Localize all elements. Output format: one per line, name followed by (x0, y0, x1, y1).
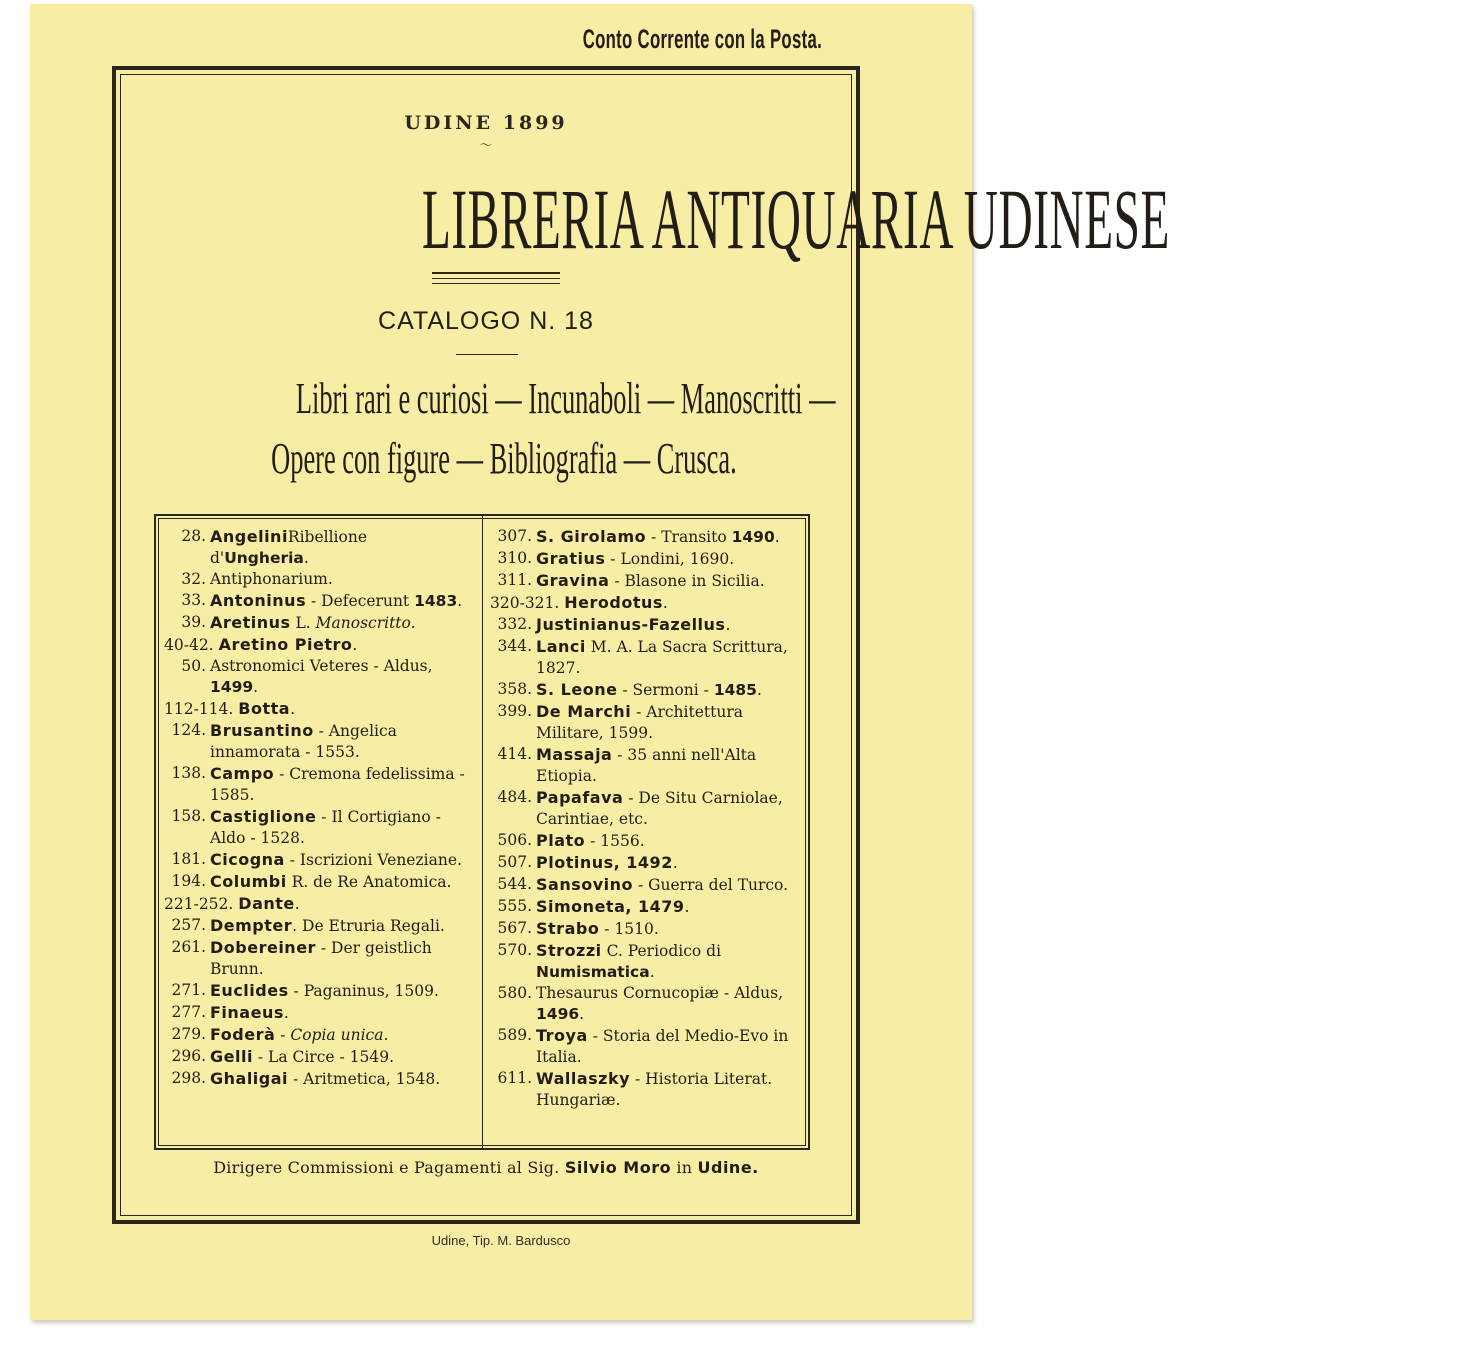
entry-number: 580. (497, 984, 532, 1002)
listing-box (154, 514, 810, 1150)
entry-number: 332. (497, 615, 532, 633)
entry-number: 310. (497, 549, 532, 567)
list-item (164, 871, 470, 893)
entry-number: 311. (497, 571, 532, 589)
entry-description: - Der geistlich Brunn. (210, 939, 432, 978)
entry-description: R. de Re Anatomica. (286, 873, 452, 891)
list-item (164, 806, 470, 849)
entry-author: Angelini (210, 527, 288, 546)
entry-punctuation: . (725, 616, 731, 634)
list-item (164, 569, 470, 590)
entry-author: Herodotus (564, 593, 663, 612)
entry-punctuation: . (662, 594, 668, 612)
entry-author: Wallaszky (536, 1069, 631, 1088)
entry-punctuation: . (756, 681, 762, 699)
entry-highlight: Ungheria (224, 549, 304, 567)
entry-punctuation: . (457, 592, 463, 610)
entry-author: Antoninus (210, 591, 307, 610)
title-rule-bottom (432, 283, 560, 284)
entry-description: Thesaurus Cornucopiæ - Aldus, (536, 984, 784, 1002)
list-item (490, 614, 796, 636)
directions-line (116, 1158, 856, 1177)
printer-imprint: Udine, Tip. M. Bardusco (431, 1233, 571, 1248)
entry-punctuation: . (290, 700, 295, 718)
entry-description: . De Etruria Regali. (292, 917, 445, 935)
entry-description: - Guerra del Turco. (633, 876, 789, 894)
list-item (164, 526, 470, 569)
list-item (490, 983, 796, 1025)
list-item (490, 679, 796, 701)
list-item (164, 590, 470, 612)
entry-author: Castiglione (210, 807, 317, 826)
entry-number: 611. (497, 1069, 532, 1087)
entry-author: Cicogna (210, 850, 285, 869)
entry-description: Ribellione d' (210, 528, 368, 567)
entry-number: 277. (171, 1003, 206, 1021)
entry-punctuation: . (774, 528, 780, 546)
entry-number: 32. (181, 570, 206, 588)
entry-number: 506. (497, 831, 532, 849)
directions-text: Dirigere Commissioni e Pagamenti al Sig. (213, 1158, 565, 1177)
entry-author: Sansovino (536, 875, 634, 894)
list-item (164, 980, 470, 1002)
entry-number: 589. (497, 1026, 532, 1044)
entry-description: - De Situ Carniolae, Carintiae, etc. (536, 789, 783, 828)
list-item (164, 849, 470, 871)
list-item (490, 940, 796, 983)
right-column (490, 526, 796, 1111)
list-item (164, 612, 470, 634)
subtitle-line-1: Libri rari e curiosi — Incunaboli — Manoscritti — (295, 374, 836, 423)
list-item (490, 592, 796, 614)
list-item (490, 1025, 796, 1068)
entry-author: S. Girolamo (536, 527, 647, 546)
entry-note: Manoscritto. (315, 614, 416, 632)
entry-number: 221-252. (164, 895, 234, 913)
entry-number: 399. (497, 702, 532, 720)
list-item (164, 656, 470, 698)
entry-number: 39. (181, 613, 206, 631)
entry-description: L. (290, 614, 316, 632)
list-item (490, 526, 796, 548)
entry-number: 544. (497, 875, 532, 893)
entry-author: Troya (536, 1026, 588, 1045)
entry-description: Antiphonarium. (210, 570, 333, 588)
entry-punctuation: . (672, 854, 678, 872)
entry-author: Brusantino (210, 721, 314, 740)
list-item (490, 896, 796, 918)
entry-author: Campo (210, 764, 275, 783)
entry-author: Aretinus (210, 613, 291, 632)
entry-author: Columbi (210, 872, 287, 891)
entry-author: Gratius (536, 549, 606, 568)
entry-number: 358. (497, 680, 532, 698)
entry-punctuation: . (294, 895, 300, 913)
directions-city: Udine. (697, 1158, 759, 1177)
list-item (164, 720, 470, 763)
list-item (164, 1024, 470, 1046)
entry-description: - 1556. (585, 832, 645, 850)
entry-highlight: 1490 (731, 528, 775, 546)
list-item (490, 636, 796, 679)
list-item (490, 1068, 796, 1111)
title-rule-middle (432, 278, 560, 279)
entry-number: 567. (497, 919, 532, 937)
entry-number: 307. (497, 527, 532, 545)
entry-author: Simoneta, 1479 (536, 897, 685, 916)
entry-punctuation: . (303, 549, 309, 567)
subtitle-line-2: Opere con figure — Bibliografia — Crusca. (271, 434, 737, 483)
entry-description: - Angelica innamorata - 1553. (210, 722, 397, 761)
entry-description: - Iscrizioni Veneziane. (284, 851, 462, 869)
entry-highlight: Numismatica (536, 963, 650, 981)
entry-author: S. Leone (536, 680, 618, 699)
entry-number: 414. (497, 745, 532, 763)
entry-number: 261. (171, 938, 206, 956)
entry-description: - Defecerunt (306, 592, 415, 610)
entry-author: Aretino Pietro (218, 635, 353, 654)
entry-punctuation: . (253, 678, 259, 696)
list-item (490, 874, 796, 896)
catalog-rule (456, 354, 518, 355)
list-item (490, 744, 796, 787)
entry-description: - Architettura Militare, 1599. (536, 703, 743, 742)
entry-number: 40-42. (164, 636, 214, 654)
column-divider (482, 516, 483, 1148)
entry-description: - Aritmetica, 1548. (288, 1070, 441, 1088)
entry-highlight: 1483 (414, 592, 458, 610)
entry-number: 279. (171, 1025, 206, 1043)
entry-punctuation: . (283, 1004, 289, 1022)
entry-number: 124. (171, 721, 206, 739)
entry-number: 50. (181, 657, 206, 675)
entry-highlight: 1499 (210, 678, 254, 696)
list-item (164, 1046, 470, 1068)
entry-number: 320-321. (490, 594, 560, 612)
entry-description: - 35 anni nell'Alta Etiopia. (536, 746, 757, 785)
entry-author: Dante (238, 894, 295, 913)
entry-description: - Londini, 1690. (605, 550, 735, 568)
entry-author: Strabo (536, 919, 600, 938)
entry-author: Gravina (536, 571, 610, 590)
entry-number: 271. (171, 981, 206, 999)
entry-author: Dobereiner (210, 938, 316, 957)
year-line: UDINE 1899 (404, 112, 568, 134)
entry-description: - 1510. (599, 920, 659, 938)
entry-number: 158. (171, 807, 206, 825)
entry-number: 507. (497, 853, 532, 871)
list-item (164, 937, 470, 980)
entry-description: - Blasone in Sicilia. (609, 572, 765, 590)
entry-author: Foderà (210, 1025, 276, 1044)
entry-number: 570. (497, 941, 532, 959)
entry-author: Gelli (210, 1047, 253, 1066)
entry-description: - Storia del Medio-Evo in Italia. (536, 1027, 789, 1066)
entry-number: 181. (171, 850, 206, 868)
entry-number: 257. (171, 916, 206, 934)
list-item (490, 852, 796, 874)
list-item (164, 915, 470, 937)
entry-author: Plotinus, 1492 (536, 853, 673, 872)
entry-number: 33. (181, 591, 206, 609)
entry-number: 194. (171, 872, 206, 890)
entry-description: - Paganinus, 1509. (288, 982, 439, 1000)
entry-author: Dempter (210, 916, 293, 935)
list-item (164, 634, 470, 656)
entry-description: C. Periodico di (601, 942, 722, 960)
list-item (164, 698, 470, 720)
catalog-cover (30, 4, 1170, 1320)
entry-punctuation: . (579, 1005, 585, 1023)
entry-author: De Marchi (536, 702, 632, 721)
entry-author: Plato (536, 831, 586, 850)
entry-note: Copia unica. (290, 1026, 389, 1044)
entry-description: - Cremona fedelissima - 1585. (210, 765, 465, 804)
entry-author: Justinianus-Fazellus (536, 615, 726, 634)
catalog-number: CATALOGO N. 18 (378, 307, 594, 335)
entry-author: Finaeus (210, 1003, 284, 1022)
ornament-icon: 〜 (479, 138, 492, 152)
page-title: LIBRERIA ANTIQUARIA UDINESE (421, 171, 1170, 267)
entry-author: Strozzi (536, 941, 602, 960)
list-item (164, 1002, 470, 1024)
entry-description: - Il Cortigiano - Aldo - 1528. (210, 808, 441, 847)
directions-connector: in (671, 1158, 698, 1177)
entry-description: Astronomici Veteres - Aldus, (210, 657, 433, 675)
entry-description: - Transito (646, 528, 732, 546)
list-item (490, 548, 796, 570)
entry-author: Botta (238, 699, 291, 718)
entry-number: 296. (171, 1047, 206, 1065)
list-item (490, 701, 796, 744)
entry-number: 484. (497, 788, 532, 806)
entry-highlight: 1485 (713, 681, 757, 699)
left-column (164, 526, 470, 1090)
entry-author: Massaja (536, 745, 613, 764)
entry-number: 298. (171, 1069, 206, 1087)
list-item (490, 830, 796, 852)
list-item (490, 570, 796, 592)
list-item (490, 787, 796, 830)
entry-description: - (275, 1026, 291, 1044)
entry-description: - La Circe - 1549. (252, 1048, 395, 1066)
entry-punctuation: . (649, 963, 655, 981)
list-item (164, 1068, 470, 1090)
entry-author: Euclides (210, 981, 289, 1000)
outer-frame (112, 66, 1170, 1224)
entry-punctuation: . (684, 898, 690, 916)
entry-highlight: 1496 (536, 1005, 580, 1023)
entry-author: Papafava (536, 788, 624, 807)
list-item (164, 893, 470, 915)
header-note: Conto Corrente con la Posta. (582, 24, 822, 54)
list-item (164, 763, 470, 806)
entry-number: 344. (497, 637, 532, 655)
entry-author: Lanci (536, 637, 586, 656)
title-rule-top (432, 272, 560, 274)
entry-punctuation: . (352, 636, 358, 654)
list-item (490, 918, 796, 940)
entry-author: Ghaligai (210, 1069, 289, 1088)
entry-description: - Sermoni - (617, 681, 714, 699)
entry-description: - Historia Literat. Hungariæ. (536, 1070, 773, 1109)
entry-number: 112-114. (164, 700, 234, 718)
entry-description: M. A. La Sacra Scrittura, 1827. (536, 638, 788, 677)
entry-number: 28. (181, 527, 206, 545)
entry-number: 555. (497, 897, 532, 915)
directions-person: Silvio Moro (564, 1158, 672, 1177)
entry-number: 138. (171, 764, 206, 782)
